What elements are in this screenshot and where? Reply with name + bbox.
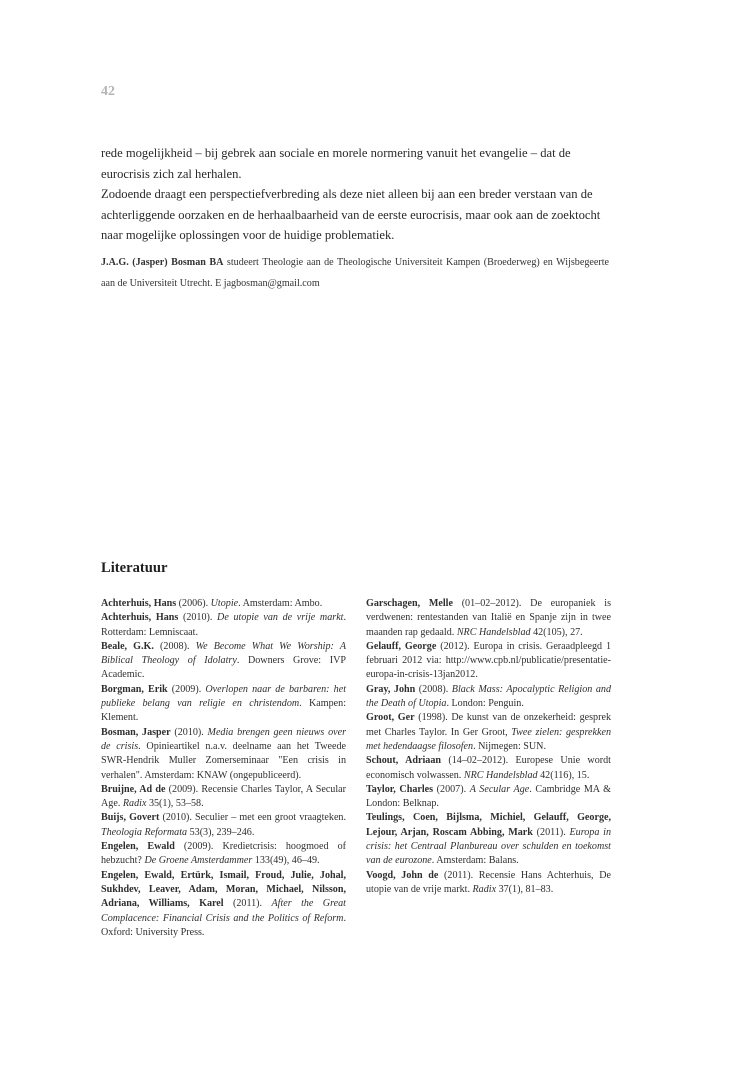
reference-pre: (2009). — [167, 683, 206, 695]
reference-post: . Nijmegen: SUN. — [473, 740, 546, 752]
reference-authors: Voogd, John de — [366, 869, 439, 881]
reference-entry — [366, 711, 611, 754]
reference-title: Twee zielen: gesprekken met hedendaagse filosofen — [366, 726, 611, 752]
body-paragraph-1: rede mogelijkheid – bij gebrek aan sociale en morele normering vanuit het evangelie – dat de eurocrisis zich zal herhalen. — [101, 146, 571, 181]
reference-post: 53(3), 239–246. — [187, 826, 255, 838]
reference-authors: Groot, Ger — [366, 712, 415, 724]
reference-entry — [101, 811, 346, 840]
reference-pre: (2008). — [153, 640, 196, 652]
reference-entry — [366, 597, 611, 640]
reference-pre: (14–02–2012). Europese Unie wordt economisch volwassen. — [366, 755, 611, 781]
reference-entry — [101, 597, 346, 611]
author-note — [101, 252, 609, 294]
reference-entry — [366, 754, 611, 783]
reference-entry — [101, 683, 346, 726]
reference-authors: Achterhuis, Hans — [101, 598, 177, 609]
reference-title: Utopie — [210, 598, 239, 609]
reference-pre: (01–02–2012). De europaniek is verdwenen: rentestanden van Italië en Spanje zijn in twee maanden rap gedaald. — [366, 598, 611, 638]
reference-post: 42(105), 27. — [530, 626, 583, 638]
reference-title: Radix — [122, 798, 147, 810]
reference-pre: (1998). De kunst van de onzekerheid: gesprek met Charles Taylor. In Ger Groot, — [366, 712, 611, 738]
reference-pre: (2011). — [532, 826, 570, 838]
reference-entry — [101, 611, 346, 640]
reference-title: A Secular Age — [469, 783, 530, 795]
reference-authors: Buijs, Govert — [101, 812, 160, 824]
reference-authors: Teulings, Coen, Bijlsma, Michiel, Gelauff, George, Lejour, Arjan, Roscam Abbing, Mark — [366, 812, 611, 838]
reference-pre: (2008). — [415, 683, 452, 695]
reference-post: 37(1), 81–83. — [496, 883, 554, 895]
reference-authors: Garschagen, Melle — [366, 598, 453, 609]
reference-post: . London: Penguin. — [446, 698, 524, 710]
reference-title: Media brengen geen nieuws over de crisis — [101, 726, 347, 752]
reference-pre: (2006). — [176, 598, 211, 609]
reference-authors: Borgman, Erik — [101, 683, 168, 695]
reference-authors: Gray, John — [366, 683, 416, 695]
reference-post: . Amsterdam: Balans. — [431, 855, 519, 867]
reference-title: Theologia Reformata — [101, 826, 188, 838]
body-text — [101, 143, 609, 246]
reference-entry — [366, 783, 611, 812]
reference-authors: Gelauff, George — [366, 640, 437, 652]
reference-title: Radix — [472, 883, 497, 895]
reference-entry — [101, 783, 346, 812]
reference-pre: (2011). — [223, 898, 272, 910]
reference-pre: (2010). Seculier – met een groot vraagteken. — [159, 812, 346, 824]
reference-authors: Achterhuis, Hans — [101, 612, 179, 624]
reference-authors: Bosman, Jasper — [101, 726, 171, 738]
reference-post: . Rotterdam: Lemniscaat. — [101, 612, 347, 638]
reference-pre: (2009). Recensie Charles Taylor, A Secular Age. — [101, 783, 346, 810]
reference-title: De utopie van de vrije markt — [217, 612, 344, 624]
reference-pre: (2009). Kredietcrisis: hoogmoed of hebzucht? — [101, 841, 346, 867]
reference-post: . Oxford: University Press. — [101, 912, 346, 938]
reference-title: We Become What We Worship: A Biblical Theology of Idolatry — [101, 640, 346, 667]
reference-entry — [366, 683, 611, 712]
reference-title: Black Mass: Apocalyptic Religion and the Death of Utopia — [366, 683, 611, 710]
references-right-column — [366, 597, 611, 897]
reference-authors: Schout, Adriaan — [366, 755, 441, 767]
reference-title: After the Great Complacence: Financial Crisis and the Politics of Reform — [101, 898, 346, 924]
reference-entry — [101, 869, 346, 940]
reference-title: Europa in crisis: het Centraal Planbureau over schulden en toekomst van de eurozone — [366, 826, 611, 867]
reference-post: . Opinieartikel n.a.v. deelname aan het Tweede SWR-Hendrik Muller Zomerseminaar "Een crisis in verhalen". Amsterdam: KNAW (ongepubliceerd). — [101, 740, 346, 781]
reference-entry — [101, 840, 346, 869]
reference-authors: Bruijne, Ad de — [101, 783, 166, 795]
author-name: J.A.G. (Jasper) Bosman BA — [101, 257, 224, 268]
reference-post: 42(116), 15. — [537, 769, 590, 781]
reference-entry — [101, 726, 346, 783]
reference-entry — [101, 640, 346, 683]
reference-pre: (2010). — [178, 612, 218, 624]
reference-entry — [366, 811, 611, 868]
reference-authors: Taylor, Charles — [366, 783, 434, 795]
reference-post: 133(49), 46–49. — [252, 855, 320, 867]
reference-pre: (2012). Europa in crisis. Geraadpleegd 1 februari 2012 via: http://www.cpb.nl/publicatie/presentatie-europa-in-crisis-13jan2012. — [366, 640, 612, 681]
page-number: 42 — [101, 84, 115, 99]
reference-title: Overlopen naar de barbaren: het publieke belang van religie en christendom — [101, 683, 346, 710]
reference-title: NRC Handelsblad — [456, 626, 531, 638]
reference-pre: (2011). Recensie Hans Achterhuis, De utopie van de vrije markt. — [366, 869, 611, 895]
reference-pre: (2007). — [433, 783, 470, 795]
reference-post: . Downers Grove: IVP Academic. — [101, 655, 346, 681]
author-bio: studeert Theologie aan de Theologische Universiteit Kampen (Broederweg) en Wijsbegeerte aan de Universiteit Utrecht. E jagbosman@gmail.com — [101, 257, 609, 289]
reference-post: . Kampen: Klement. — [101, 698, 346, 724]
reference-authors: Engelen, Ewald, Ertürk, Ismail, Froud, Julie, Johal, Sukhdev, Leaver, Adam, Moran, Michael, Nilsson, Adriana, Williams, Karel — [101, 869, 346, 910]
reference-post: 35(1), 53–58. — [146, 798, 204, 810]
reference-authors: Engelen, Ewald — [101, 841, 175, 853]
reference-post: . Cambridge MA & London: Belknap. — [366, 783, 611, 810]
references-left-column — [101, 597, 346, 940]
reference-post: . Amsterdam: Ambo. — [238, 598, 323, 609]
reference-authors: Beale, G.K. — [101, 640, 154, 652]
literature-heading: Literatuur — [101, 560, 168, 576]
reference-pre: (2010). — [170, 726, 208, 738]
body-paragraph-2: Zodoende draagt een perspectiefverbreding als deze niet alleen bij aan een breder verstaan van de achterliggende oorzaken en de herhaalbaarheid van de eerste eurocrisis, maar ook aan de zoektocht naar mogelijke oplossingen voor de huidige problematiek. — [101, 187, 601, 243]
reference-title: NRC Handelsblad — [463, 769, 538, 781]
reference-entry — [366, 869, 611, 898]
reference-entry — [366, 640, 611, 683]
reference-title: De Groene Amsterdammer — [144, 855, 253, 867]
